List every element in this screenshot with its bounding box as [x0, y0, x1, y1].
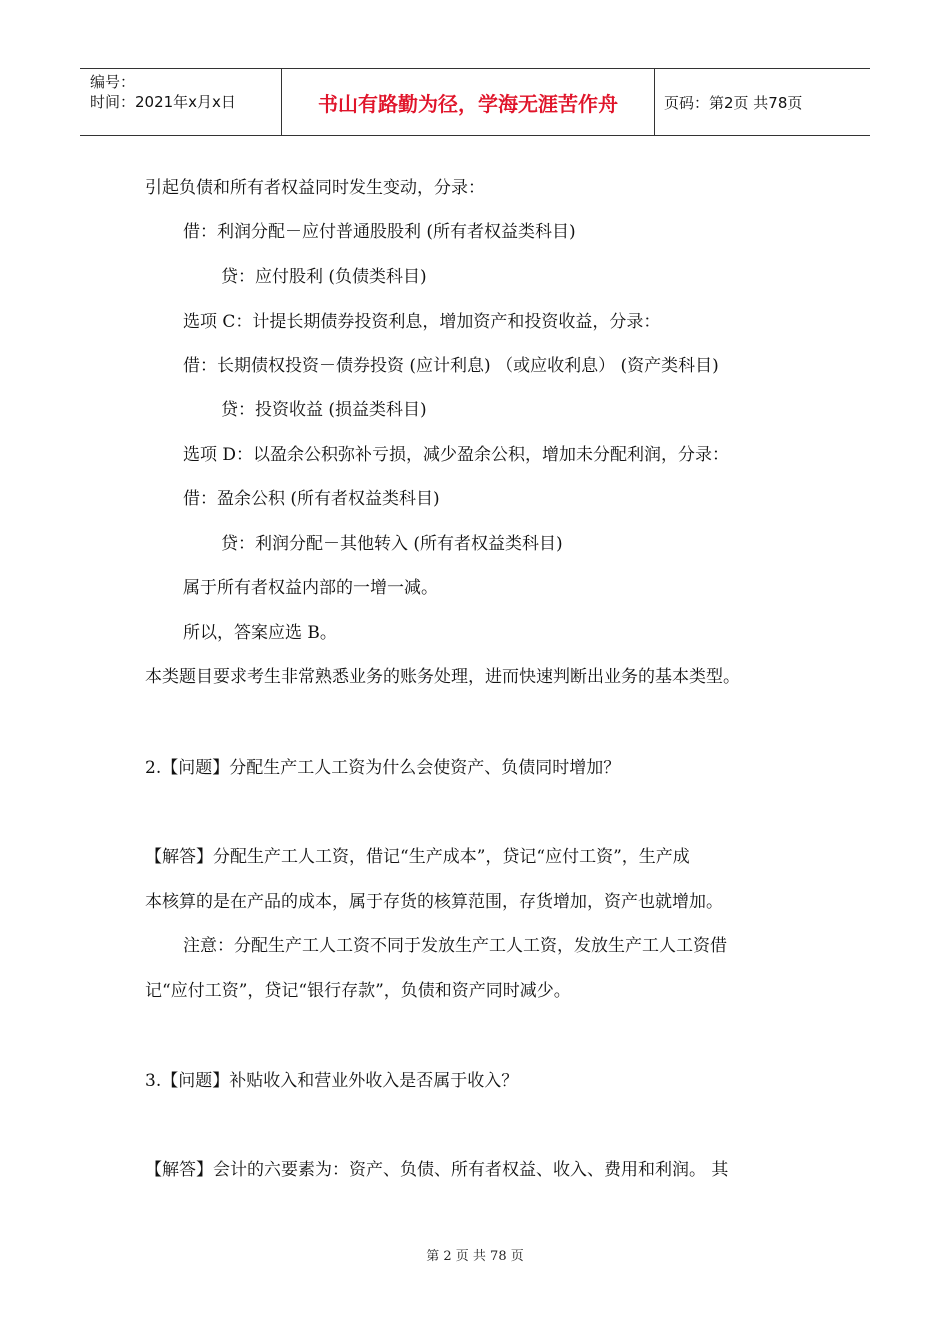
- body-line: 选项 D：以盈余公积弥补亏损，减少盈余公积，增加未分配利润，分录：: [183, 445, 730, 465]
- page-header: [80, 68, 870, 136]
- body-line: 本类题目要求考生非常熟悉业务的账务处理，进而快速判断出业务的基本类型。: [145, 667, 740, 687]
- question-heading: 2.【问题】分配生产工人工资为什么会使资产、负债同时增加？: [145, 758, 621, 778]
- header-motto: 书山有路勤为径，学海无涯苦作舟: [318, 91, 618, 116]
- answer-line: 本核算的是在产品的成本，属于存货的核算范围，存货增加，资产也就增加。: [145, 892, 723, 912]
- answer-line: 【解答】会计的六要素为：资产、负债、所有者权益、收入、费用和利润。 其: [145, 1160, 729, 1180]
- body-line: 属于所有者权益内部的一增一减。: [183, 578, 438, 598]
- body-line: 借：盈余公积 (所有者权益类科目): [183, 489, 440, 509]
- header-page-info: 页码：第2页 共78页: [664, 93, 803, 112]
- body-line: 贷：利润分配－其他转入 (所有者权益类科目): [221, 534, 563, 554]
- header-time-label: 时间：2021年x月x日: [90, 93, 236, 111]
- body-line: 贷：应付股利 (负债类科目): [221, 267, 427, 287]
- body-line: 借：利润分配－应付普通股股利 (所有者权益类科目): [183, 222, 576, 242]
- answer-line: 【解答】分配生产工人工资，借记“生产成本”，贷记“应付工资”，生产成: [145, 847, 690, 867]
- header-number-label: 编号：: [90, 73, 136, 91]
- body-line: 引起负债和所有者权益同时发生变动，分录：: [145, 178, 485, 198]
- header-divider: [654, 69, 655, 135]
- header-meta: [80, 69, 281, 135]
- body-line: 选项 C：计提长期债券投资利息，增加资产和投资收益，分录：: [183, 312, 661, 332]
- note-line: 记“应付工资”，贷记“银行存款”，负债和资产同时减少。: [145, 981, 571, 1001]
- question-heading: 3.【问题】补贴收入和营业外收入是否属于收入？: [145, 1071, 519, 1091]
- body-line: 所以，答案应选 B。: [183, 623, 337, 643]
- note-line: 注意：分配生产工人工资不同于发放生产工人工资，发放生产工人工资借: [183, 936, 727, 956]
- body-line: 借：长期债权投资－债券投资 (应计利息) （或应收利息） (资产类科目): [183, 356, 719, 376]
- page-footer: 第 2 页 共 78 页: [426, 1249, 524, 1264]
- body-line: 贷：投资收益 (损益类科目): [221, 400, 427, 420]
